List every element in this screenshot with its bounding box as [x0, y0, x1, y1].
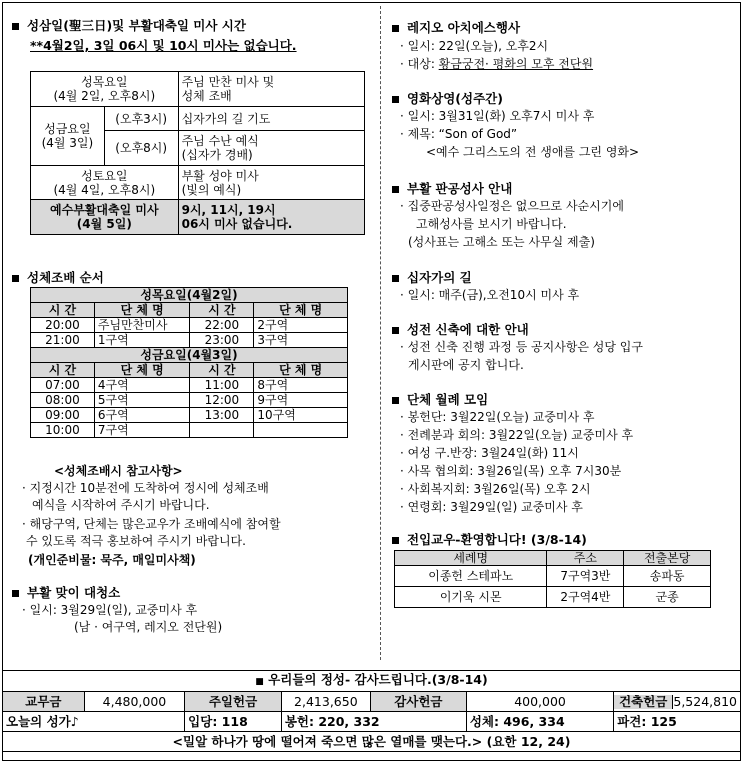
- newcomer-address: 2구역4반: [547, 587, 624, 608]
- col-group: 단 체 명: [254, 303, 348, 318]
- fri-desc-2: 주님 수난 예식 (십자가 경배): [178, 131, 364, 166]
- adoration-group: 7구역: [94, 423, 190, 438]
- offerings-table: [2, 670, 741, 752]
- adoration-time: 21:00: [31, 333, 95, 348]
- meeting-item: · 사회복지회: 3월26일(목) 오후 2시: [400, 482, 591, 496]
- adoration-group: 8구역: [254, 378, 348, 393]
- confession-heading: 부활 판공성사 안내: [390, 179, 512, 197]
- col-group: 단 체 명: [254, 363, 348, 378]
- newcomer-address: 7구역3반: [547, 566, 624, 587]
- confession-line: · 집중판공성사일정은 없으므로 사순시기에: [400, 199, 624, 213]
- adoration-group: 2구역: [254, 318, 348, 333]
- square-bullet-icon: [392, 537, 399, 544]
- square-bullet-icon: [12, 590, 19, 597]
- construction-line: · 성전 신축 진행 과정 등 공지사항은 성당 입구: [400, 340, 643, 354]
- adoration-group: 3구역: [254, 333, 348, 348]
- hymn-communion: 성체: 496, 334: [466, 712, 613, 732]
- adoration-row: [31, 378, 348, 393]
- newcomers-table: [394, 550, 711, 608]
- adoration-row: [31, 318, 348, 333]
- easter-cell: 예수부활대축일 미사 (4월 5일): [31, 200, 179, 235]
- movie-line: · 일시: 3월31일(화) 오후7시 미사 후: [400, 109, 595, 123]
- meeting-item: · 연령회: 3월29일(일) 교중미사 후: [400, 500, 583, 514]
- adoration-time: 20:00: [31, 318, 95, 333]
- square-bullet-icon: [12, 275, 19, 282]
- cleanup-line: · 일시: 3월29일(일), 교중미사 후: [22, 603, 198, 617]
- adoration-time: [190, 423, 254, 438]
- col-address: 주소: [547, 551, 624, 566]
- square-bullet-icon: [392, 96, 399, 103]
- mass-schedule-heading: 성삼일(聖三日)및 부활대축일 미사 시간: [10, 16, 246, 34]
- col-prev-parish: 전출본당: [624, 551, 711, 566]
- meeting-item: · 봉헌단: 3월22일(오늘) 교중미사 후: [400, 410, 595, 424]
- sat-desc: 부활 성야 미사 (빛의 예식): [178, 166, 364, 200]
- offerings-title: ■ 우리들의 정성- 감사드립니다.(3/8-14): [3, 671, 741, 692]
- meetings-heading: 단체 월례 모임: [390, 390, 488, 408]
- sunday-value: 2,413,650: [281, 692, 370, 712]
- newcomer-parish: 송파동: [624, 566, 711, 587]
- adoration-row: [31, 408, 348, 423]
- square-bullet-icon: [392, 327, 399, 334]
- welcome-heading: 전입교우-환영합니다! (3/8-14): [390, 530, 587, 548]
- col-time: 시 간: [190, 303, 254, 318]
- col-time: 시 간: [31, 363, 95, 378]
- fri-time-1: (오후3시): [104, 107, 178, 131]
- col-group: 단 체 명: [94, 363, 190, 378]
- cleanup-heading: 부활 맞이 대청소: [10, 583, 120, 601]
- hymn-entry: 입당: 118: [185, 712, 282, 732]
- confession-line: 고해성사를 보시기 바랍니다.: [416, 217, 567, 231]
- thu-desc: 주님 만찬 미사 및 성체 조배: [178, 72, 364, 107]
- no-mass-notice: **4월2일, 3일 06시 및 10시 미사는 없습니다.: [30, 38, 297, 53]
- thu-cell: 성목요일 (4월 2일, 오후8시): [31, 72, 179, 107]
- adoration-time: 22:00: [190, 318, 254, 333]
- square-bullet-icon: [392, 186, 399, 193]
- thu-adoration-title: 성목요일(4월2일): [31, 288, 348, 303]
- adoration-time: 07:00: [31, 378, 95, 393]
- adoration-row: [31, 333, 348, 348]
- adoration-group: 주님만찬미사: [94, 318, 190, 333]
- square-bullet-icon: [392, 397, 399, 404]
- note-line-supplies: (개인준비물: 묵주, 매일미사책): [28, 553, 196, 567]
- meeting-item: · 전례분과 회의: 3월22일(오늘) 교중미사 후: [400, 428, 634, 442]
- confession-line: (성사표는 고해소 또는 사무실 제출): [408, 235, 595, 249]
- easter-desc: 9시, 11시, 19시 06시 미사 없습니다.: [178, 200, 364, 235]
- adoration-group: 5구역: [94, 393, 190, 408]
- col-baptismal-name: 세례명: [395, 551, 547, 566]
- col-time: 시 간: [31, 303, 95, 318]
- square-bullet-icon: [392, 275, 399, 282]
- adoration-note-title: <성체조배시 참고사항>: [54, 464, 183, 478]
- adoration-group: 6구역: [94, 408, 190, 423]
- movie-line: · 제목: “Son of God”: [400, 127, 518, 141]
- construction-line: 게시판에 공지 합니다.: [408, 358, 524, 372]
- building-cell: [614, 692, 741, 712]
- construction-heading: 성전 신축에 대한 안내: [390, 320, 529, 338]
- fri-desc-1: 십자가의 길 기도: [178, 107, 364, 131]
- sunday-label: 주일헌금: [185, 692, 282, 712]
- hymn-dismissal: 파견: 125: [614, 712, 741, 732]
- movie-line: <예수 그리스도의 전 생애를 그린 영화>: [426, 145, 640, 159]
- adoration-row: [31, 423, 348, 438]
- note-line: · 지정시간 10분전에 도착하여 정시에 성체조배: [22, 481, 269, 495]
- newcomer-name: 이종헌 스테파노: [395, 566, 547, 587]
- fri-time-2: (오후8시): [104, 131, 178, 166]
- adoration-group: 9구역: [254, 393, 348, 408]
- building-value: 5,524,810: [672, 695, 740, 709]
- adoration-time: 09:00: [31, 408, 95, 423]
- note-line: 예식을 시작하여 주시기 바랍니다.: [32, 498, 210, 512]
- dues-value: 4,480,000: [84, 692, 184, 712]
- sat-cell: 성토요일 (4월 4일, 오후8시): [31, 166, 179, 200]
- adoration-time: 10:00: [31, 423, 95, 438]
- cleanup-line: (남 · 여구역, 레지오 전단원): [74, 620, 223, 634]
- square-bullet-icon: [392, 25, 399, 32]
- adoration-group: 4구역: [94, 378, 190, 393]
- column-divider: [380, 6, 381, 660]
- meeting-item: · 사목 협의회: 3월26일(목) 오후 7시30분: [400, 464, 622, 478]
- adoration-group: [254, 423, 348, 438]
- hymn-offertory: 봉헌: 220, 332: [281, 712, 466, 732]
- thanks-value: 400,000: [466, 692, 613, 712]
- legio-line: · 대상: 황금궁전· 평화의 모후 전단원: [400, 57, 594, 71]
- adoration-group: 1구역: [94, 333, 190, 348]
- adoration-time: 23:00: [190, 333, 254, 348]
- adoration-time: 08:00: [31, 393, 95, 408]
- adoration-heading: 성체조배 순서: [10, 268, 104, 286]
- square-bullet-icon: [12, 23, 19, 30]
- dues-label: 교무금: [3, 692, 85, 712]
- adoration-group: 10구역: [254, 408, 348, 423]
- stations-line: · 일시: 매주(금),오전10시 미사 후: [400, 288, 580, 302]
- fri-adoration-title: 성금요일(4월3일): [31, 348, 348, 363]
- movie-heading: 영화상영(성주간): [390, 89, 503, 107]
- fri-cell: 성금요일 (4월 3일): [31, 107, 105, 166]
- scripture-quote: <밀알 하나가 땅에 떨어져 죽으면 많은 열매를 맺는다.> (요한 12, 24): [3, 732, 741, 752]
- col-group: 단 체 명: [94, 303, 190, 318]
- adoration-time: 11:00: [190, 378, 254, 393]
- stations-heading: 십자가의 길: [390, 268, 472, 286]
- col-time: 시 간: [190, 363, 254, 378]
- adoration-time: 13:00: [190, 408, 254, 423]
- meeting-item: · 여성 구.반장: 3월24일(화) 11시: [400, 446, 579, 460]
- adoration-time: 12:00: [190, 393, 254, 408]
- adoration-table: [30, 287, 348, 438]
- legio-line: · 일시: 22일(오늘), 오후2시: [400, 39, 549, 53]
- building-label: 건축헌금: [614, 695, 672, 709]
- newcomer-parish: 군종: [624, 587, 711, 608]
- legio-heading: 레지오 아치에스행사: [390, 18, 520, 36]
- mass-schedule-table: [30, 71, 365, 235]
- thanks-label: 감사헌금: [370, 692, 466, 712]
- note-line: · 해당구역, 단체는 많은교우가 조배예식에 참여할: [22, 517, 281, 531]
- hymn-label: 오늘의 성가♪: [3, 712, 185, 732]
- newcomer-name: 이기욱 시몬: [395, 587, 547, 608]
- note-line: 수 있도록 적극 홍보하여 주시기 바랍니다.: [26, 534, 246, 548]
- adoration-row: [31, 393, 348, 408]
